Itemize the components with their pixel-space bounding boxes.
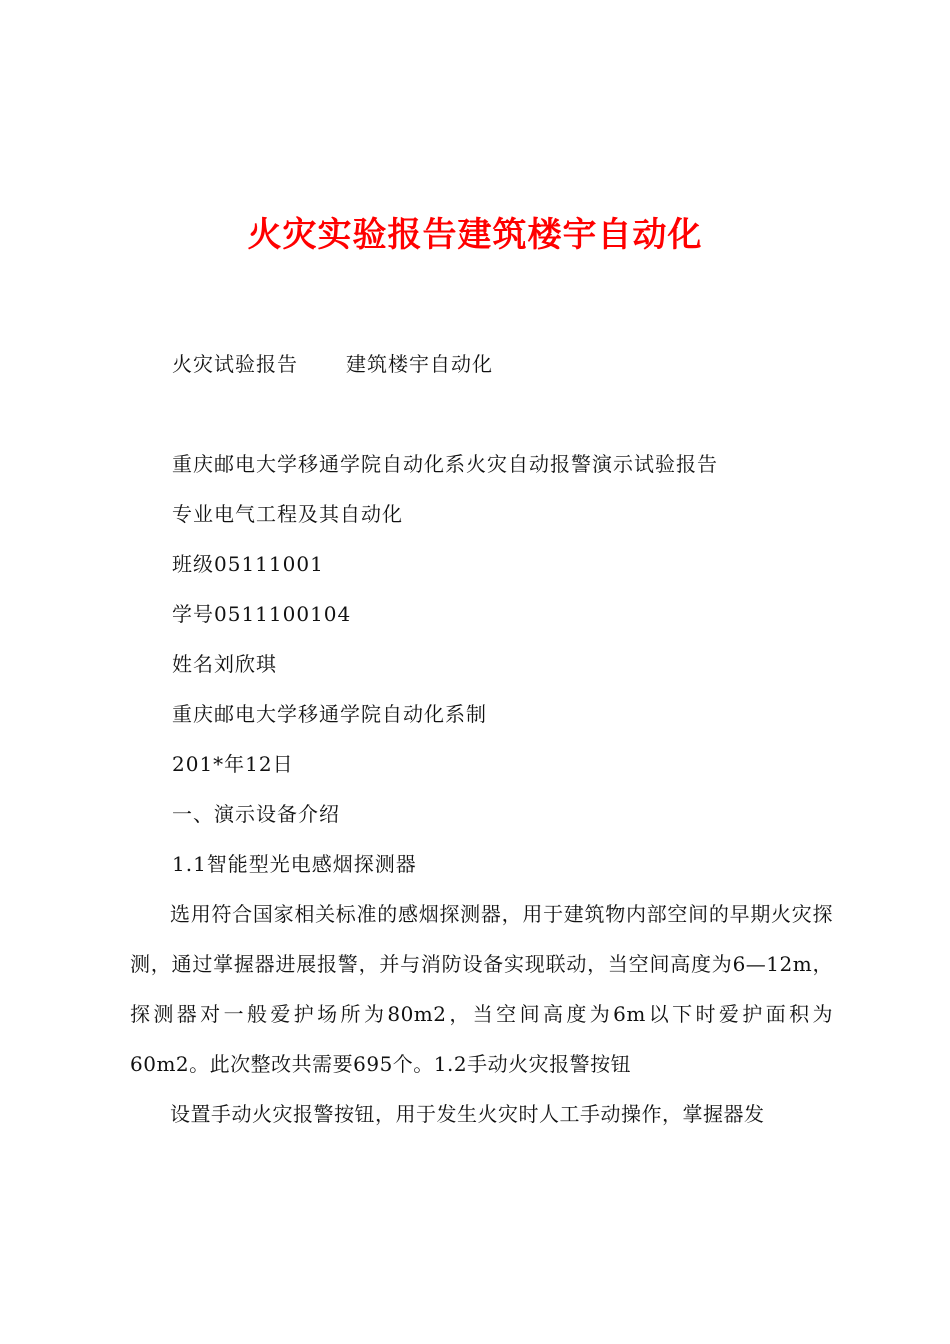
subtitle-right: 建筑楼宇自动化 <box>346 352 493 376</box>
body-paragraph: 选用符合国家相关标准的感烟探测器，用于建筑物内部空间的早期火灾探测，通过掌握器进展报警，并与消防设备实现联动，当空间高度为6—12m，探测器对一般爱护场所为80m2，当空间高度为6m以下时爱护面积为60m2。此次整改共需要695个。1.2手动火灾报警按钮 <box>130 902 833 1076</box>
subtitle-line <box>172 339 493 389</box>
body-paragraph: 设置手动火灾报警按钮，用于发生火灾时人工手动操作，掌握器发 <box>170 1102 765 1126</box>
subsection-heading: 1.1智能型光电感烟探测器 <box>172 852 417 876</box>
class-line: 班级05111001 <box>172 552 324 576</box>
section-heading: 一、演示设备介绍 <box>172 802 340 826</box>
report-heading-line: 重庆邮电大学移通学院自动化系火灾自动报警演示试验报告 <box>172 452 718 476</box>
student-id-line: 学号0511100104 <box>172 602 352 626</box>
major-line: 专业电气工程及其自动化 <box>172 502 403 526</box>
issuer-line: 重庆邮电大学移通学院自动化系制 <box>172 702 487 726</box>
document-title: 火灾实验报告建筑楼宇自动化 <box>247 215 703 255</box>
name-line: 姓名刘欣琪 <box>172 652 277 676</box>
subtitle-left: 火灾试验报告 <box>172 352 298 376</box>
date-line: 201*年12日 <box>172 752 294 776</box>
